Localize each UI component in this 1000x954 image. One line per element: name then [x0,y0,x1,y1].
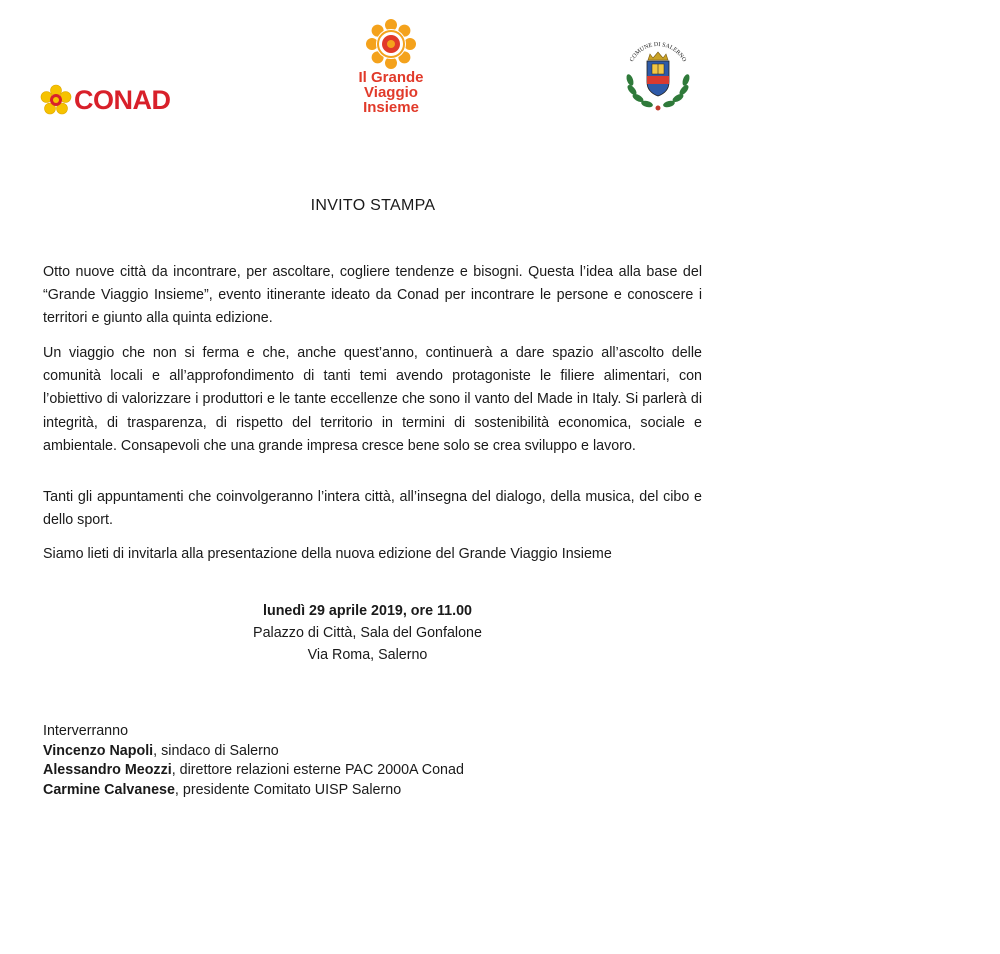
paragraph-invitation: Siamo lieti di invitarla alla presentazione della nuova edizione del Grande Viaggio Insieme [43,546,612,562]
speaker-role: , sindaco di Salerno [153,742,279,759]
event-date: lunedì 29 aprile 2019, ore 11.00 [262,603,472,619]
speaker-name: Carmine Calvanese [43,781,175,798]
event-venue: Palazzo di Città, Sala del Gonfalone [253,625,482,641]
viaggio-logo-line-2: Viaggio [364,84,418,101]
viaggio-logo-line-3: Insieme [363,99,419,116]
conad-logo [40,80,200,120]
speaker-item [43,781,464,801]
daisy-flower-icon [40,84,72,116]
speaker-name: Vincenzo Napoli [43,742,154,759]
speakers-list [43,722,464,800]
event-address: Via Roma, Salerno [307,647,428,663]
svg-text:COMUNE DI SALERNO: COMUNE DI SALERNO [629,41,687,64]
sun-flower-icon [365,18,417,70]
event-details [0,600,735,666]
paragraph-intro: Otto nuove città da incontrare, per ascoltare, cogliere tendenze e bisogni. Questa l’idea alla base del “Grande Viaggio Insieme”, evento itinerante ideato da Conad per incontrare le persone e conoscere i territori e giunto alla quinta edizione. [43,264,702,327]
speaker-role: , direttore relazioni esterne PAC 2000A Conad [171,762,464,779]
paragraph-journey: Un viaggio che non si ferma e che, anche quest’anno, continuerà a dare spazio all’ascolto delle comunità locali e all’approfondimento di tanti temi avendo protagoniste le filiere alimentari, con l’obiettivo di valorizzare i produttori e le tante eccellenze che sono il vanto del Made in Italy. Si parlerà di integrità, di trasparenza, di rispetto del territorio in termini di sostenibilità economica, sociale e ambientale. Consapevoli che una grande impresa cresce bene solo se crea sviluppo e lavoro. [43,345,702,454]
paragraph-appointments: Tanti gli appuntamenti che coinvolgeranno l’intera città, all’insegna del dialogo, della musica, del cibo e dello sport. [43,489,702,529]
city-crest-icon [616,30,700,114]
speaker-role: , presidente Comitato UISP Salerno [174,781,402,798]
speakers-heading: Interverranno [43,723,129,739]
comune-di-salerno-crest [616,30,700,114]
conad-wordmark: CONAD [74,84,171,115]
viaggio-logo-line-1: Il Grande [358,69,424,86]
document-title: INVITO STAMPA [310,197,436,214]
grande-viaggio-logo [336,18,446,122]
speaker-name: Alessandro Meozzi [43,762,172,779]
speaker-item [43,761,464,781]
speaker-item [43,742,464,762]
